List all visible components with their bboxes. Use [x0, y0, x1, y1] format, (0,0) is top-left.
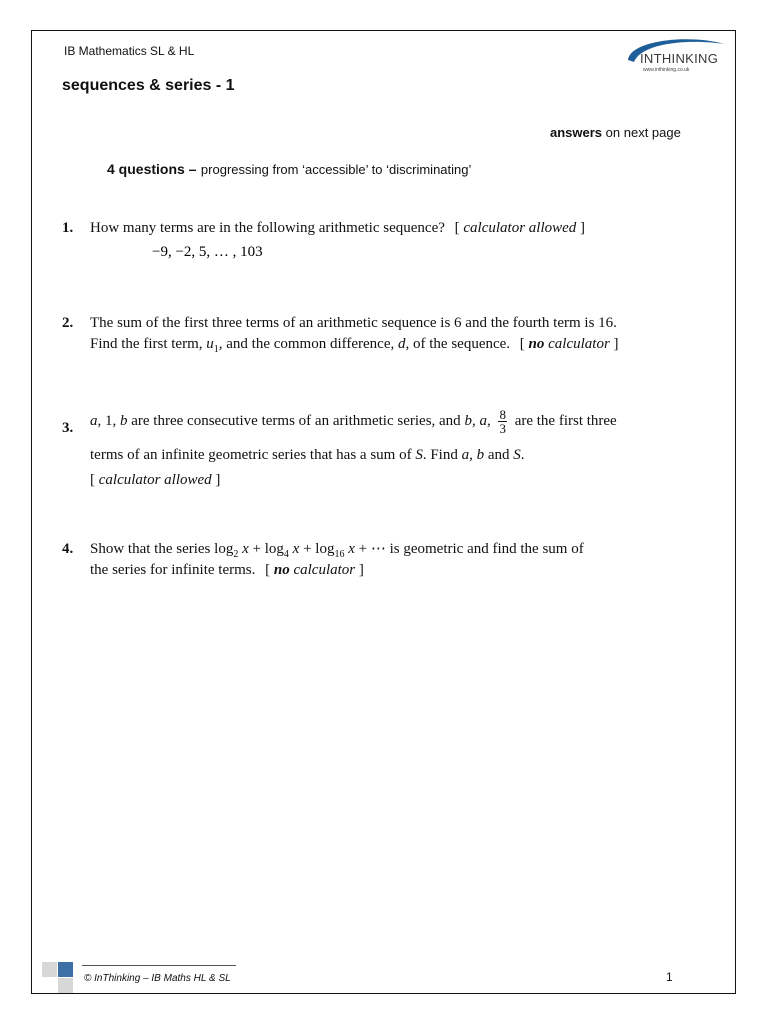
footer-square-blue — [58, 962, 73, 977]
S-symbol: S — [513, 447, 521, 463]
log-word: log — [264, 541, 284, 557]
q4-line2-a: the series for infinite terms. — [90, 562, 256, 578]
x-symbol: x — [348, 541, 355, 557]
fraction-denominator: 3 — [499, 421, 506, 436]
calculator-note: calculator allowed — [463, 220, 577, 236]
bracket-close: ] — [613, 336, 619, 352]
b-symbol: b — [464, 412, 472, 429]
calculator-note: calculator allowed — [98, 472, 212, 488]
footer-divider — [82, 965, 236, 966]
page-number: 1 — [666, 970, 673, 984]
question-3-line-3 — [90, 470, 220, 491]
bracket-close: ] — [580, 220, 586, 236]
q3-text-d: are three consecutive terms of an arithmetic series, and — [131, 412, 461, 429]
calculator-note: calculator — [548, 336, 610, 352]
comma: , — [471, 412, 476, 429]
log-word: log — [214, 541, 234, 557]
question-2-line-1: The sum of the first three terms of an arithmetic sequence is 6 and the fourth term is 16. — [90, 315, 617, 331]
intro-line — [107, 161, 471, 179]
question-1-prompt: How many terms are in the following arithmetic sequence? — [90, 220, 445, 236]
q4-line1-b: is geometric and find the sum of — [389, 541, 584, 557]
answers-note-bold: answers — [550, 125, 603, 140]
b-symbol: b — [476, 447, 485, 463]
logo-wordmark: INTHINKING — [640, 51, 719, 66]
question-2-line-2 — [90, 334, 619, 360]
page-title: sequences & series - 1 — [62, 77, 235, 94]
answers-note-rest: on next page — [602, 125, 681, 140]
q3-text-b: , 1, — [97, 412, 117, 429]
fraction-numerator: 8 — [499, 407, 506, 422]
question-count: 4 questions – — [107, 161, 197, 177]
log-word: log — [315, 541, 335, 557]
log-base-4: 4 — [283, 549, 289, 560]
question-3-line-2 — [90, 445, 525, 466]
x-symbol: x — [292, 541, 300, 557]
and-word: and — [487, 447, 510, 463]
comma: , — [469, 447, 473, 463]
q2-line2-a: Find the first term, — [90, 336, 203, 352]
bracket-open: [ — [265, 562, 271, 578]
comma: , — [486, 412, 491, 429]
bracket-close: ] — [215, 472, 221, 488]
plus-sign: + — [358, 541, 368, 557]
b-symbol: b — [120, 412, 128, 429]
a-symbol: a — [90, 412, 98, 429]
footer-square-gray — [58, 978, 73, 993]
q2-line2-b: , and the common difference, — [218, 336, 395, 352]
question-3-line-1 — [90, 408, 617, 435]
question-1-sequence: −9, −2, 5, … , 103 — [152, 244, 263, 260]
d-symbol: d — [398, 336, 406, 352]
intro-description: progressing from ‘accessible’ to ‘discriminating’ — [200, 162, 472, 177]
u-subscript: 1 — [213, 344, 219, 355]
no-note: no — [273, 562, 290, 578]
log-base-16: 16 — [334, 549, 345, 560]
fraction-8-3 — [498, 408, 507, 435]
a-symbol: a — [461, 447, 470, 463]
footer-square-gray — [42, 962, 57, 977]
period: . — [520, 447, 525, 463]
question-4-number: 4. — [62, 541, 74, 557]
question-1-text — [90, 218, 585, 239]
bracket-close: ] — [358, 562, 364, 578]
question-3-number: 3. — [62, 420, 74, 436]
question-2-number: 2. — [62, 315, 74, 331]
u-symbol: u — [206, 336, 214, 352]
x-symbol: x — [242, 541, 249, 557]
logo-url: www.inthinking.co.uk — [643, 67, 690, 73]
question-4-line-2 — [90, 560, 364, 581]
calculator-note: calculator — [293, 562, 356, 578]
log-base-2: 2 — [233, 549, 239, 560]
ellipsis: ⋯ — [370, 541, 386, 557]
question-1-number: 1. — [62, 220, 74, 236]
q4-line1-a: Show that the series — [90, 541, 211, 557]
plus-sign: + — [252, 541, 261, 557]
a-symbol: a — [479, 412, 487, 429]
no-note: no — [528, 336, 545, 352]
course-label: IB Mathematics SL & HL — [64, 44, 195, 58]
bracket-open: [ — [90, 472, 95, 488]
bracket-open: [ — [454, 220, 460, 236]
answers-note — [550, 125, 681, 140]
footer-copyright: © InThinking – IB Maths HL & SL — [84, 973, 231, 984]
bracket-open: [ — [519, 336, 525, 352]
q3-line2-b: . Find — [422, 447, 458, 463]
q2-line2-c: , of the sequence. — [405, 336, 511, 352]
log-series — [214, 541, 389, 560]
S-symbol: S — [415, 447, 423, 463]
q3-line2-a: terms of an infinite geometric series that has a sum of — [90, 447, 412, 463]
plus-sign: + — [303, 541, 312, 557]
q3-text-i: are the first three — [514, 412, 617, 429]
